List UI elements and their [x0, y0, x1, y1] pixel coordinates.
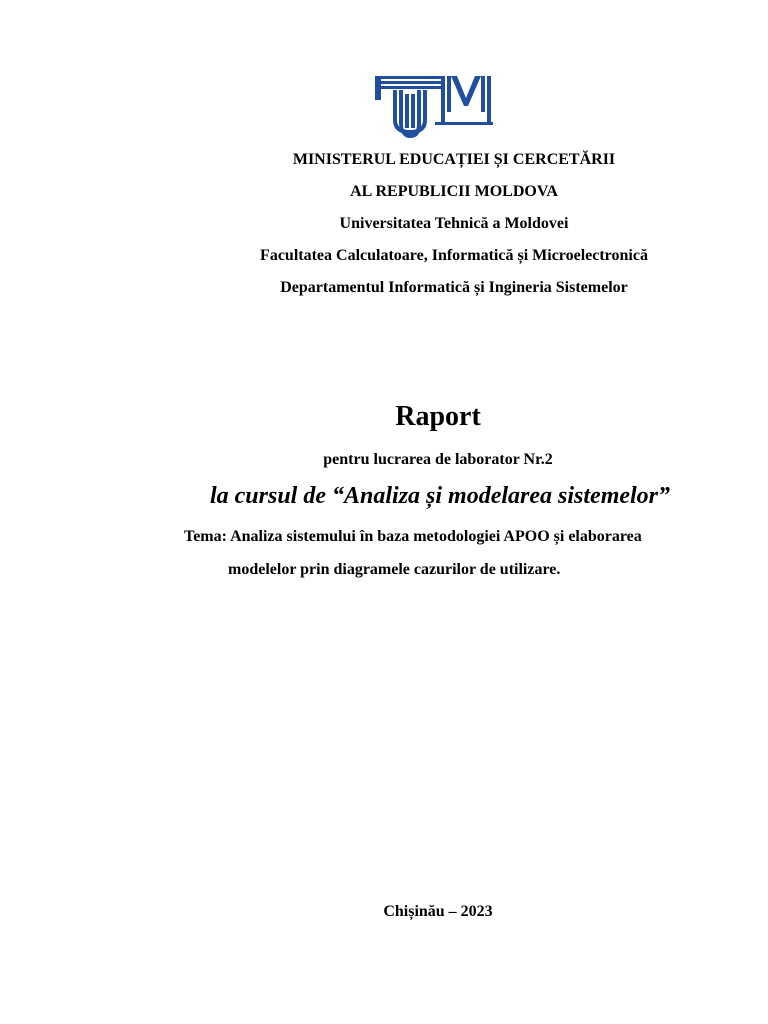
faculty-line: Facultatea Calculatoare, Informatică și Microelectronică — [260, 247, 648, 264]
department-line: Departamentul Informatică și Ingineria Sistemelor — [280, 279, 628, 296]
topic-line-1: Tema: Analiza sistemului în baza metodologiei APOO și elaborarea — [184, 528, 642, 545]
university-line: Universitatea Tehnică a Moldovei — [339, 215, 569, 232]
course-title: la cursul de “Analiza și modelarea sistemelor” — [209, 483, 671, 509]
place-year: Chișinău – 2023 — [383, 903, 493, 920]
ministry-line: MINISTERUL EDUCAȚIEI ȘI CERCETĂRII — [292, 151, 616, 168]
republic-line: AL REPUBLICII MOLDOVA — [350, 183, 558, 200]
university-logo — [375, 72, 497, 140]
lab-subtitle: pentru lucrarea de laborator Nr.2 — [323, 451, 553, 468]
report-title: Raport — [395, 401, 481, 432]
topic-line-2: modelelor prin diagramele cazurilor de utilizare. — [228, 561, 561, 578]
